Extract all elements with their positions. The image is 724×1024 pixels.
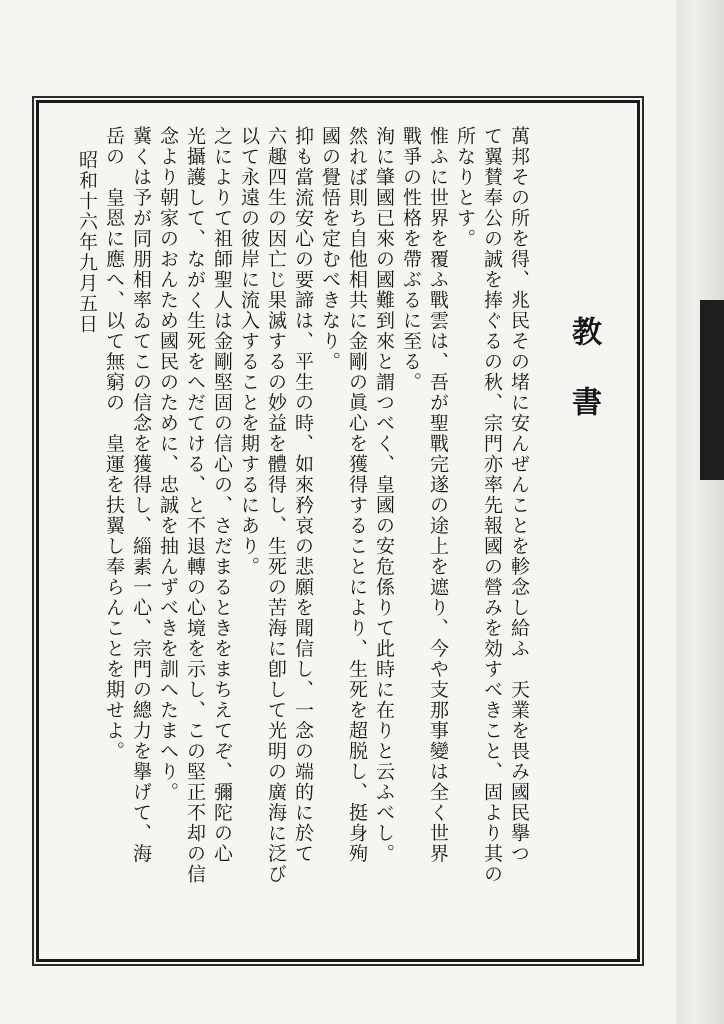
text-column-12: 之によりて祖師聖人は金剛堅固の信心の、さだまるときをまちえてぞ、彌陀の心 [211,126,233,864]
text-column-14: 念より朝家のおんため國民のために、忠誠を抽んずべきを訓へたまへり。 [157,126,179,803]
text-column-8: 國の覺悟を定むべきなり。 [319,126,341,372]
document-date: 昭和十六年九月五日 [76,150,98,335]
text-column-11: 以て永遠の彼岸に流入することを期するにあり。 [238,126,260,577]
text-column-16: 岳の 皇恩に應へ、以て無窮の 皇運を扶翼し奉らんことを期せよ。 [103,126,125,762]
text-column-7: 然れば則ち自他相共に金剛の眞心を獲得することにより、生死を超脱し、挺身殉 [346,126,368,864]
text-column-3: 所なりとす。 [454,126,476,249]
text-column-1: 萬邦その所を得、兆民その堵に安んぜんことを軫念し給ふ 天業を畏み國民擧つ [508,126,530,864]
binding-shadow [700,300,724,480]
text-column-9: 抑も當流安心の要諦は、平生の時、如來矜哀の悲願を聞信し、一念の端的に於て [292,126,314,864]
text-column-6: 洵に肇國已來の國難到來と謂つべく、皇國の安危係りて此時に在りと云ふべし。 [373,126,395,864]
document-body [66,126,601,916]
text-column-5: 戰爭の性格を帶ぶるに至る。 [400,126,422,393]
text-column-13: 光攝護して、ながく生死をへだてける、と不退轉の心境を示し、この堅正不却の信 [184,126,206,885]
text-column-10: 六趣四生の因亡じ果滅するの妙益を體得し、生死の苦海に卽して光明の廣海に泛び [265,126,287,885]
text-column-2: て翼賛奉公の誠を捧ぐるの秋、宗門亦率先報國の營みを効すべきこと、固より其の [481,126,503,885]
text-column-4: 惟ふに世界を覆ふ戰雲は、吾が聖戰完遂の途上を遮り、今や支那事變は全く世界 [427,126,449,864]
page-edge [676,0,724,1024]
document-title: 教書 [566,316,601,456]
text-column-15: 冀くは予が同朋相率ゐてこの信念を獲得し、緇素一心、宗門の總力を擧げて、海 [130,126,152,864]
